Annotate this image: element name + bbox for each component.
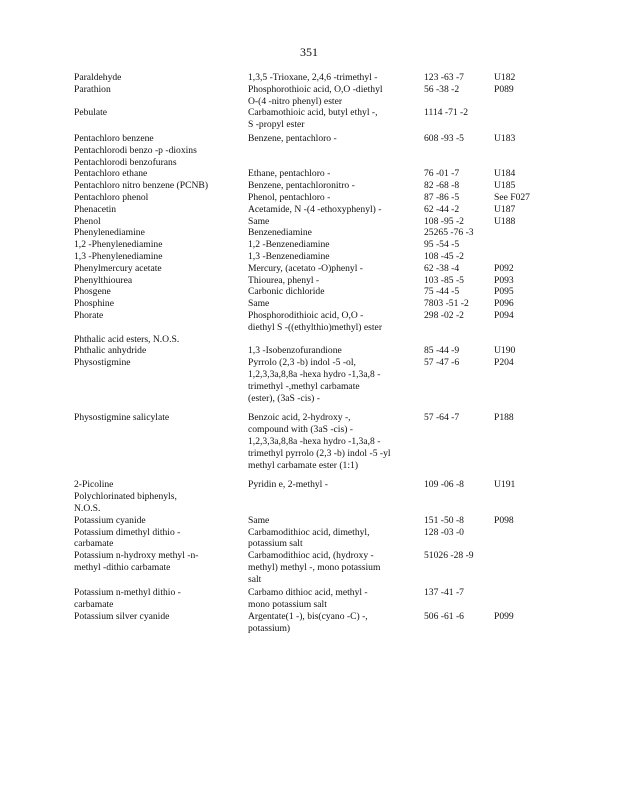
substance-name: 1,3 -Phenylenediamine [74, 250, 163, 262]
cas-number: 506 -61 -6 [424, 611, 464, 623]
cas-number: 137 -41 -7 [424, 587, 464, 599]
waste-code: P093 [494, 274, 514, 286]
table-row [0, 479, 618, 514]
cas-number: 1114 -71 -2 [424, 107, 469, 119]
substance-synonym: Pyridin e, 2-methyl - [248, 479, 328, 491]
substance-synonym: Argentate(1 -), bis(cyano -C) -, potassium) [248, 611, 368, 634]
substance-synonym: 1,3,5 -Trioxane, 2,4,6 -trimethyl - [248, 72, 378, 83]
substance-name: Phosgene [74, 286, 111, 298]
table-row [0, 527, 618, 551]
substance-name: Physostigmine [74, 357, 131, 369]
substance-synonym: Ethane, pentachloro - [248, 168, 331, 180]
substance-synonym: Phosphorodithioic acid, O,O - diethyl S -((ethylthio)methyl) ester [248, 309, 383, 333]
substance-name: Phenol [74, 215, 101, 227]
substance-name: Potassium cyanide [74, 514, 146, 526]
table-row [0, 192, 618, 204]
substance-name: Pebulate [74, 107, 108, 119]
substance-synonym: Benzoic acid, 2-hydroxy -, compound with (3aS -cis) - 1,2,3,3a,8,8a -hexa hydro -1,3a,8 - trimethyl pyrrolo (2,3 -b) indol -5 -yl methyl carbamate ester (1:1) [248, 412, 391, 471]
substance-name: Phosphine [74, 298, 114, 310]
waste-code: P094 [494, 309, 514, 321]
table-row [0, 216, 618, 228]
substance-name: Pentachloro ethane [74, 168, 148, 180]
table-row [0, 275, 618, 287]
table-row [0, 412, 618, 479]
hazardous-substance-table [0, 72, 618, 635]
table-row [0, 180, 618, 192]
substance-name: Phenacetin [74, 203, 117, 215]
substance-name: Pentachloro nitro benzene (PCNB) [74, 180, 209, 192]
table-row [0, 84, 618, 108]
waste-code: P204 [494, 357, 514, 369]
substance-name: Phorate [74, 309, 104, 321]
waste-code: U183 [494, 132, 516, 144]
cas-number: 57 -64 -7 [424, 412, 460, 424]
substance-synonym: Carbamodithioc acid, dimethyl, potassium salt [248, 526, 370, 550]
substance-synonym: Benzene, pentachloro - [248, 132, 337, 144]
substance-name: Paraldehyde [74, 72, 122, 83]
substance-name: Phthalic anhydride [74, 345, 147, 357]
cas-number: 109 -06 -8 [424, 479, 464, 491]
substance-name: Pentachloro benzene Pentachlorodi benzo -p -dioxins Pentachlorodi benzofurans [74, 132, 197, 168]
substance-synonym: 1,3 -Benzenediamine [248, 250, 330, 262]
substance-name: Parathion [74, 83, 111, 95]
substance-synonym: Carbamo dithioc acid, methyl - mono potassium salt [248, 587, 368, 611]
table-row [0, 587, 618, 611]
table-row [0, 227, 618, 239]
waste-code: P099 [494, 611, 514, 623]
cas-number: 108 -95 -2 [424, 215, 464, 227]
waste-code: P095 [494, 286, 514, 298]
table-row [0, 251, 618, 263]
table-row [0, 72, 618, 84]
substance-synonym: Thiourea, phenyl - [248, 274, 320, 286]
cas-number: 57 -47 -6 [424, 357, 460, 369]
waste-code: See F027 [494, 191, 530, 203]
substance-name: 1,2 -Phenylenediamine [74, 239, 163, 251]
substance-name: Phenylenediamine [74, 227, 145, 239]
substance-synonym: Same [248, 298, 270, 310]
cas-number: 62 -44 -2 [424, 203, 460, 215]
substance-synonym: 1,2 -Benzenediamine [248, 239, 330, 251]
waste-code: U187 [494, 203, 516, 215]
page-number: 351 [300, 45, 318, 59]
waste-code: U191 [494, 479, 516, 491]
substance-name: Phenylthiourea [74, 274, 133, 286]
substance-name: Physostigmine salicylate [74, 412, 170, 424]
substance-name: Phthalic acid esters, N.O.S. [74, 333, 180, 345]
cas-number: 75 -44 -5 [424, 286, 460, 298]
cas-number: 51026 -28 -9 [424, 550, 474, 562]
waste-code: U182 [494, 72, 516, 83]
substance-synonym: Pyrrolo (2,3 -b) indol -5 -ol, 1,2,3,3a,8,8a -hexa hydro -1,3a,8 - trimethyl -,methyl carbamate (ester), (3aS -cis) - [248, 357, 381, 404]
substance-synonym: Mercury, (acetato -O)phenyl - [248, 262, 363, 274]
waste-code: U184 [494, 168, 516, 180]
table-row [0, 168, 618, 180]
substance-name: 2-Picoline Polychlorinated biphenyls, N.O.S. [74, 479, 177, 514]
cas-number: 128 -03 -0 [424, 526, 464, 538]
table-row [0, 310, 618, 334]
substance-name: Potassium silver cyanide [74, 611, 170, 623]
substance-synonym: Acetamide, N -(4 -ethoxyphenyl) - [248, 203, 382, 215]
cas-number: 7803 -51 -2 [424, 298, 469, 310]
waste-code: U188 [494, 215, 516, 227]
cas-number: 123 -63 -7 [424, 72, 464, 83]
cas-number: 25265 -76 -3 [424, 227, 474, 239]
table-row [0, 334, 618, 346]
cas-number: 76 -01 -7 [424, 168, 460, 180]
substance-synonym: Carbamodithioc acid, (hydroxy - methyl) methyl -, mono potassium salt [248, 550, 381, 585]
cas-number: 151 -50 -8 [424, 514, 464, 526]
substance-synonym: Phosphorothioic acid, O,O -diethyl O-(4 -nitro phenyl) ester [248, 83, 383, 107]
cas-number: 103 -85 -5 [424, 274, 464, 286]
table-row [0, 239, 618, 251]
substance-synonym: Benzene, pentachloronitro - [248, 180, 355, 192]
substance-synonym: Benzenediamine [248, 227, 312, 239]
table-row [0, 133, 618, 168]
substance-name: Potassium n-methyl dithio - carbamate [74, 587, 181, 611]
waste-code: U190 [494, 345, 516, 357]
table-row [0, 345, 618, 357]
waste-code: P089 [494, 83, 514, 95]
cas-number: 82 -68 -8 [424, 180, 460, 192]
cas-number: 608 -93 -5 [424, 132, 464, 144]
waste-code: P188 [494, 412, 514, 424]
substance-name: Potassium n-hydroxy methyl -n- methyl -dithio carbamate [74, 550, 199, 573]
table-row [0, 107, 618, 133]
cas-number: 108 -45 -2 [424, 250, 464, 262]
substance-synonym: Carbonic dichloride [248, 286, 325, 298]
table-row [0, 286, 618, 298]
table-row [0, 550, 618, 587]
substance-name: Phenylmercury acetate [74, 262, 162, 274]
substance-synonym: Carbamothioic acid, butyl ethyl -, S -propyl ester [248, 107, 378, 131]
cas-number: 87 -86 -5 [424, 191, 460, 203]
waste-code: U185 [494, 180, 516, 192]
cas-number: 95 -54 -5 [424, 239, 460, 251]
substance-name: Pentachloro phenol [74, 191, 149, 203]
cas-number: 298 -02 -2 [424, 309, 464, 321]
substance-synonym: Same [248, 215, 270, 227]
substance-name: Potassium dimethyl dithio - carbamate [74, 526, 181, 550]
table-row [0, 515, 618, 527]
waste-code: P096 [494, 298, 514, 310]
cas-number: 56 -38 -2 [424, 83, 460, 95]
table-row [0, 204, 618, 216]
table-row [0, 357, 618, 412]
table-row [0, 298, 618, 310]
cas-number: 85 -44 -9 [424, 345, 460, 357]
table-row [0, 263, 618, 275]
substance-synonym: Phenol, pentachloro - [248, 191, 331, 203]
waste-code: P098 [494, 514, 514, 526]
table-row [0, 611, 618, 635]
substance-synonym: 1,3 -Isobenzofurandione [248, 345, 342, 357]
waste-code: P092 [494, 262, 514, 274]
cas-number: 62 -38 -4 [424, 262, 460, 274]
substance-synonym: Same [248, 514, 270, 526]
